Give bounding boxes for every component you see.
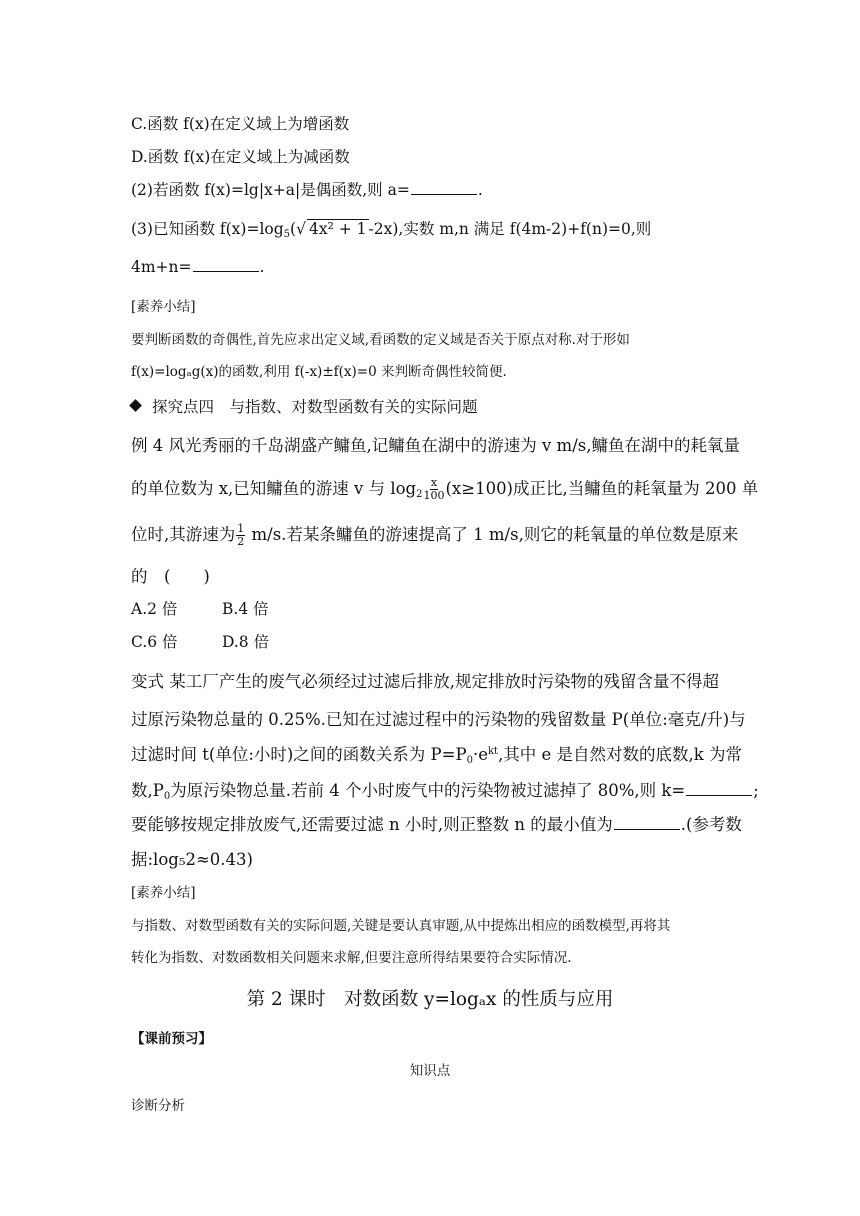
preview-heading: 【课前预习】 [131, 1031, 212, 1047]
answer-blank [614, 828, 680, 830]
variant-text: ·e [472, 745, 488, 764]
diamond-icon [129, 399, 142, 412]
exponent: kt [487, 746, 499, 757]
fraction [424, 477, 445, 502]
question-2 [131, 178, 483, 200]
example-4-line [131, 521, 738, 548]
choice-b: B.4 倍 [222, 600, 269, 618]
section-heading-text: 探究点四 与指数、对数型函数有关的实际问题 [152, 398, 478, 416]
summary-text: 与指数、对数型函数有关的实际问题,关键是要认真审题,从中提炼出相应的函数模型,再将其 [131, 918, 671, 934]
variant-line: 据:log₅2≈0.43) [131, 850, 253, 869]
fraction-denominator: 2 [237, 535, 245, 548]
answer-blank [411, 193, 477, 195]
question-3-line2-text: 4m+n= [131, 258, 192, 276]
example-4-text: (x≥100)成正比,当鳙鱼的耗氧量为 200 单 [445, 479, 759, 498]
choice-a: A.2 倍 [131, 600, 178, 618]
answer-blank [686, 794, 752, 796]
sqrt-body: 4x² + 1 [308, 220, 367, 238]
variant-line: 变式 某工厂产生的废气必须经过过滤后排放,规定排放时污染物的残留含量不得超 [131, 672, 719, 691]
question-3-line2-end: . [259, 258, 265, 276]
example-4-line [131, 475, 758, 502]
sqrt-symbol: √ [296, 220, 306, 238]
variant-text: 过滤时间 t(单位:小时)之间的函数关系为 P=P [131, 745, 467, 764]
example-4-text: m/s.若某条鳙鱼的游速提高了 1 m/s,则它的耗氧量的单位数是原来 [246, 525, 739, 544]
question-3-mid: -2x),实数 m,n 满足 f(4m-2)+f(n)=0,则 [368, 220, 652, 238]
variant-line: 过滤时间 t(单位:小时)之间的函数关系为 $P=P_0\cdot e^{kt}$,其中 e 是自然对数的底数,k 为常 [131, 745, 743, 766]
option-d: D.函数 f(x)在定义域上为减函数 [131, 148, 350, 166]
choice-d: D.8 倍 [222, 633, 270, 651]
variant-text: 数,P [131, 781, 164, 800]
diagnosis-heading: 诊断分析 [131, 1098, 185, 1114]
log-base: 5 [283, 229, 291, 240]
variant-text: ,其中 e 是自然对数的底数,k 为常 [498, 745, 743, 764]
question-3-line2 [131, 258, 264, 276]
summary-title: [素养小结] [131, 299, 196, 315]
question-3-text: (3)已知函数 f(x)=log [131, 220, 284, 238]
answer-blank [193, 270, 259, 272]
variant-text: 要能够按规定排放废气,还需要过滤 n 小时,则正整数 n 的最小值为 [131, 815, 613, 834]
summary-text: 转化为指数、对数函数相关问题来求解,但要注意所得结果要符合实际情况. [131, 950, 572, 966]
summary-text: f(x)=logₐg(x)的函数,利用 f(-x)±f(x)=0 来判断奇偶性较简便. [131, 364, 507, 380]
fraction-numerator: 1 [237, 522, 245, 535]
variant-line: 过原污染物总量的 0.25%.已知在过滤过程中的污染物的残留数量 P(单位:毫克/升)与 [131, 710, 746, 729]
variant-line [131, 811, 742, 835]
question-2-text: (2)若函数 f(x)=lg|x+a|是偶函数,则 a= [131, 181, 410, 199]
example-4-text: 位时,其游速为 [131, 525, 236, 544]
log-base: 2 [416, 489, 423, 500]
example-4-line: 例 4 风光秀丽的千岛湖盛产鳙鱼,记鳙鱼在湖中的游速为 v m/s,鳙鱼在湖中的耗氧量 [131, 436, 740, 455]
variant-text: ; [753, 781, 759, 800]
summary-text: 要判断函数的奇偶性,首先应求出定义域,看函数的定义域是否关于原点对称.对于形如 [131, 332, 630, 348]
fraction-numerator: x [430, 476, 438, 489]
fraction [236, 523, 245, 548]
option-c: C.函数 f(x)在定义域上为增函数 [131, 115, 350, 133]
summary-title: [素养小结] [131, 885, 196, 901]
lesson-title: 第 2 课时 对数函数 y=logₐx 的性质与应用 [246, 989, 614, 1010]
knowledge-heading: 知识点 [409, 1063, 451, 1079]
section-heading [131, 395, 478, 417]
example-4-text: 的单位数为 x,已知鳙鱼的游速 v 与 log [131, 479, 417, 498]
choice-row [131, 597, 269, 619]
variant-text: 为原污染物总量.若前 4 个小时废气中的污染物被过滤掉了 80%,则 k= [170, 781, 686, 800]
choice-c: C.6 倍 [131, 633, 178, 651]
variant-text: .(参考数 [680, 815, 742, 834]
example-4-line: 的 ( ) [131, 567, 210, 586]
question-2-end: . [477, 181, 483, 199]
choice-row [131, 630, 269, 652]
fraction-denominator: 100 [423, 489, 445, 502]
question-3: (3)已知函数 $f(x)=\log_5(√$ 4x² + 1 -2x),实数 m,n 满足 f(4m-2)+f(n)=0,则 [131, 220, 652, 240]
variant-line: 数$,P_0$为原污染物总量.若前 4 个小时废气中的污染物被过滤掉了 80%,则 k= ; [131, 781, 759, 802]
